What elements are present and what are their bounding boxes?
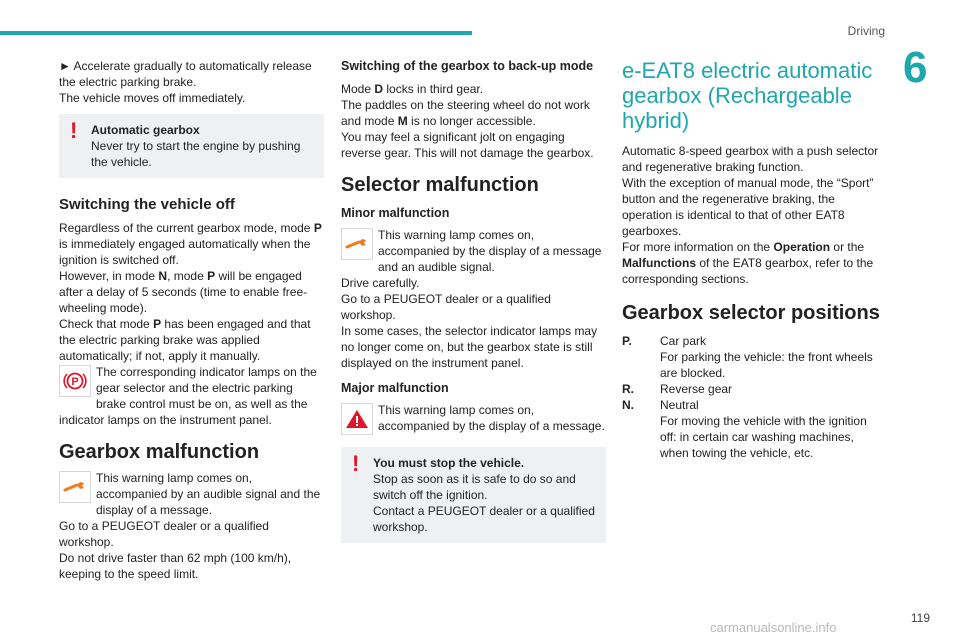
heading-gearbox-malfunction: Gearbox malfunction: [59, 441, 260, 463]
position-item: Neutral For moving the vehicle with the ignition off: in certain car washing machines, when towing the vehicle, etc.: [660, 398, 867, 460]
note-title: You must stop the vehicle.: [373, 456, 525, 470]
paragraph: Go to a PEUGEOT dealer or a qualified workshop.: [341, 292, 551, 322]
note-text: Contact a PEUGEOT dealer or a qualified workshop.: [373, 504, 595, 534]
paragraph: This warning lamp comes on, accompanied by the display of a message and an audible signal.: [378, 228, 602, 274]
position-item: Car park For parking the vehicle: the front wheels are blocked.: [660, 334, 873, 380]
column-2: [341, 58, 606, 543]
position-key: N.: [622, 398, 634, 412]
note-stop-vehicle: [341, 447, 606, 543]
heading-selector-malfunction: Selector malfunction: [341, 174, 539, 196]
heading-switching-off: Switching the vehicle off: [59, 196, 235, 213]
header-accent-bar: [0, 31, 472, 35]
paragraph: The corresponding indicator lamps on the gear selector and the electric parking brake control must be on, as well as the indicator lamps on the instrument panel.: [59, 365, 317, 427]
paragraph: For more information on the Operation or the Malfunctions of the EAT8 gearbox, refer to the corresponding sections.: [622, 240, 874, 286]
wrench-warning-icon: [59, 471, 91, 503]
paragraph: Check that mode P has been engaged and that the electric parking brake was applied automatically; if not, apply it manually.: [59, 317, 311, 363]
watermark: carmanualsonline.info: [710, 620, 837, 635]
paragraph: ► Accelerate gradually to automatically release the electric parking brake.: [59, 59, 312, 89]
wrench-warning-icon: [341, 228, 373, 260]
parking-brake-warning-icon: [59, 365, 91, 397]
paragraph: Regardless of the current gearbox mode, mode P is immediately engaged automatically when the ignition is switched off.: [59, 221, 322, 267]
paragraph: However, in mode N, mode P will be engaged after a delay of 5 seconds (time to enable free-wheeling mode).: [59, 269, 308, 315]
exclamation-icon: !: [70, 118, 78, 143]
heading-eeat8: e-EAT8 electric automatic gearbox (Rechargeable hybrid): [622, 58, 873, 133]
paragraph: Drive carefully.: [341, 276, 420, 290]
svg-text:P: P: [71, 376, 79, 388]
paragraph: This warning lamp comes on, accompanied by an audible signal and the display of a message.: [96, 471, 321, 517]
heading-major-malfunction: Major malfunction: [341, 381, 449, 395]
heading-minor-malfunction: Minor malfunction: [341, 206, 450, 220]
heading-backup-mode: Switching of the gearbox to back-up mode: [341, 59, 594, 73]
section-name: Driving: [847, 24, 885, 38]
column-1: [59, 58, 324, 582]
paragraph: The vehicle moves off immediately.: [59, 91, 246, 105]
gear-positions-list: [622, 333, 884, 461]
paragraph: You may feel a significant jolt on engaging reverse gear. This will not damage the gearbox.: [341, 130, 594, 160]
paragraph: In some cases, the selector indicator lamps may no longer come on, but the gearbox state is still displayed on the instrument panel.: [341, 324, 598, 370]
position-key: P.: [622, 334, 632, 348]
paragraph: This warning lamp comes on, accompanied by the display of a message.: [378, 403, 605, 433]
exclamation-icon: !: [352, 451, 360, 476]
heading-selector-positions: Gearbox selector positions: [622, 302, 880, 324]
page-number: 119: [910, 611, 930, 625]
chapter-number: 6: [903, 43, 928, 92]
note-text: Never try to start the engine by pushing the vehicle.: [91, 139, 301, 169]
paragraph: With the exception of manual mode, the “Sport” button and the regenerative braking, the operation is identical to that of other EAT8 gearboxes.: [622, 176, 874, 238]
position-key: R.: [622, 382, 634, 396]
paragraph: The paddles on the steering wheel do not work and mode M is no longer accessible.: [341, 98, 590, 128]
paragraph: Automatic 8-speed gearbox with a push selector and regenerative braking function.: [622, 144, 879, 174]
paragraph: Mode D locks in third gear.: [341, 82, 484, 96]
column-3: [622, 58, 884, 461]
note-title: Automatic gearbox: [91, 123, 200, 137]
note-text: Stop as soon as it is safe to do so and switch off the ignition.: [373, 472, 576, 502]
note-automatic-gearbox: [59, 114, 324, 178]
triangle-warning-icon: [341, 403, 373, 435]
paragraph: Do not drive faster than 62 mph (100 km/h), keeping to the speed limit.: [59, 551, 292, 581]
paragraph: Go to a PEUGEOT dealer or a qualified workshop.: [59, 519, 269, 549]
position-item: Reverse gear: [660, 382, 733, 396]
